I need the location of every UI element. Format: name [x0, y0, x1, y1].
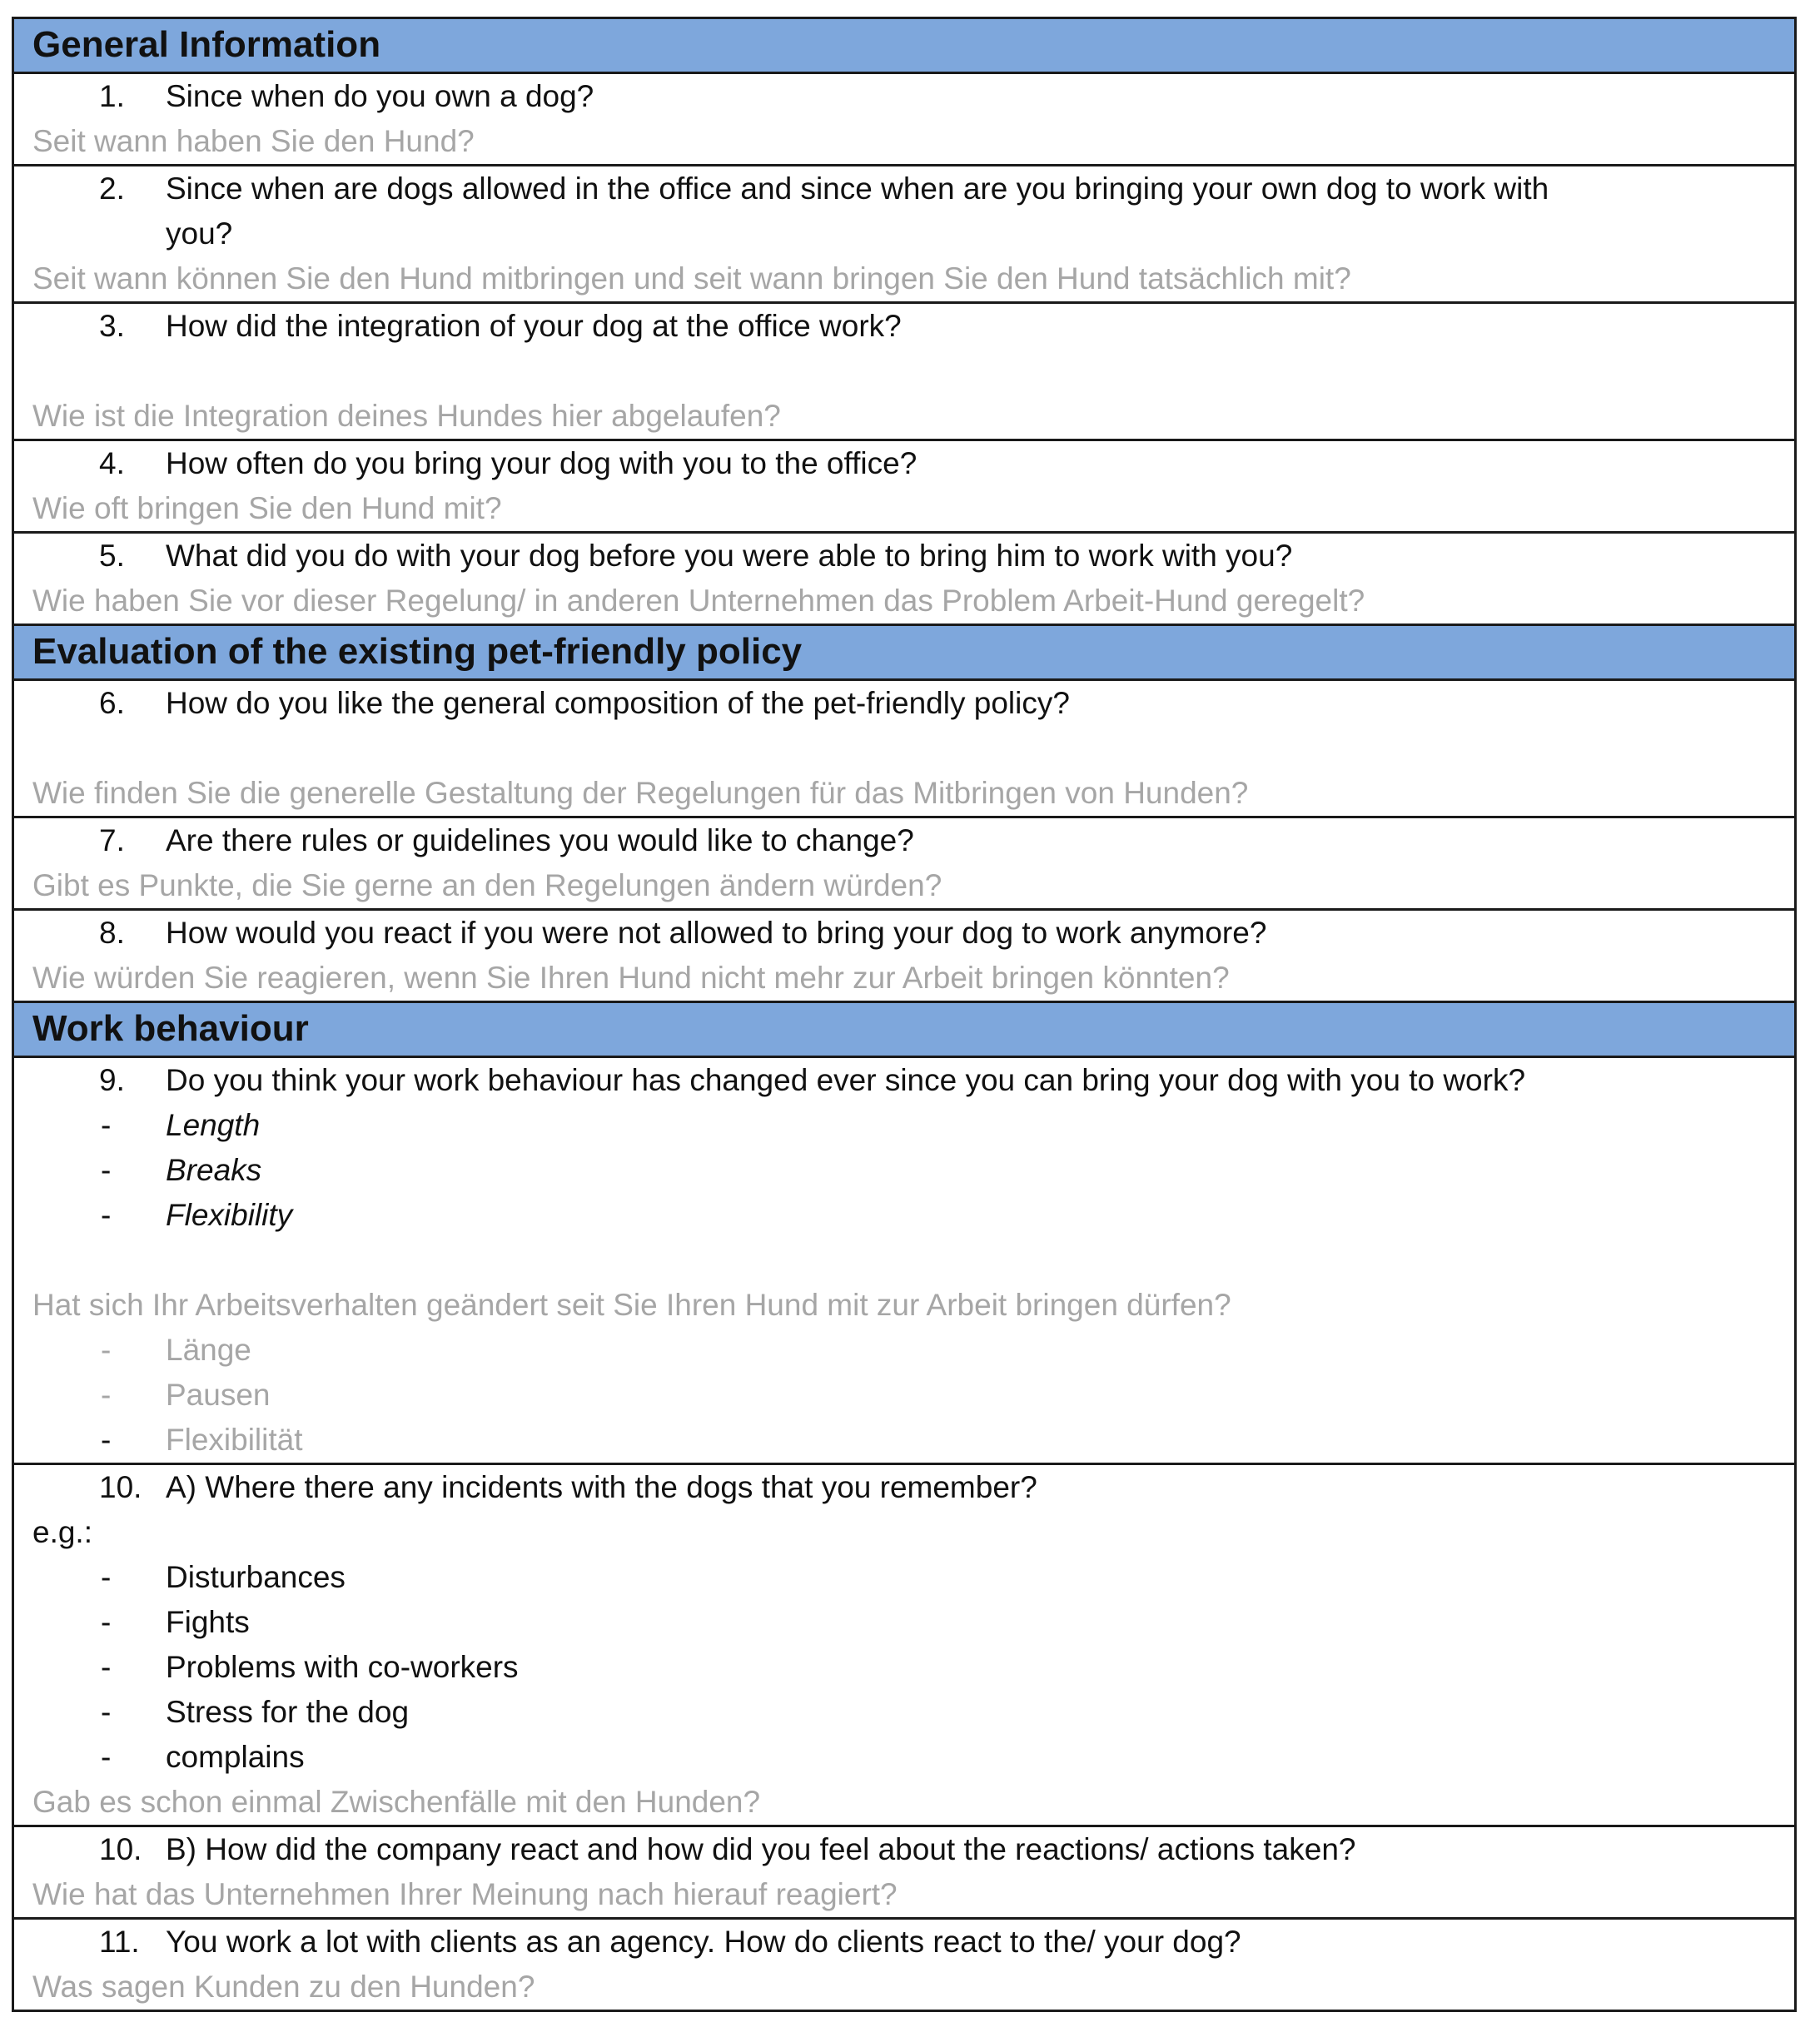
spacer: [14, 349, 1794, 394]
question-row-6: [14, 681, 1794, 818]
question-number: 10.: [99, 1470, 142, 1504]
question-text: How do you like the general composition of the pet-friendly policy?: [166, 686, 1070, 720]
dash-bullet-icon: -: [101, 1153, 112, 1187]
bullet-item-german: - Pausen: [14, 1373, 1794, 1418]
german-translation: Wie oft bringen Sie den Hund mit?: [32, 491, 502, 525]
german-translation: Seit wann können Sie den Hund mitbringen und seit wann bringen Sie den Hund tatsächlich mit?: [32, 261, 1351, 296]
question-row-9: [14, 1058, 1794, 1465]
german-translation: Hat sich Ihr Arbeitsverhalten geändert seit Sie Ihren Hund mit zur Arbeit bringen dürfen?: [32, 1288, 1231, 1322]
bullet-item: - Stress for the dog: [14, 1690, 1794, 1735]
dash-bullet-icon: -: [101, 1423, 112, 1457]
german-translation: Gab es schon einmal Zwischenfälle mit den Hunden?: [32, 1785, 761, 1819]
bullet-item-german: - Flexibilität: [14, 1418, 1794, 1463]
german-translation: Wie ist die Integration deines Hundes hier abgelaufen?: [32, 399, 781, 433]
question-text-continued: you?: [166, 216, 233, 251]
section-header-work-behaviour: Work behaviour: [14, 1003, 1794, 1058]
question-row-3: [14, 304, 1794, 441]
bullet-item: - Problems with co-workers: [14, 1645, 1794, 1690]
question-number: 3.: [99, 309, 125, 343]
dash-bullet-icon: -: [101, 1695, 112, 1729]
question-number: 4.: [99, 446, 125, 480]
dash-bullet-icon: -: [101, 1333, 112, 1367]
example-label: e.g.:: [32, 1515, 92, 1549]
question-text: Are there rules or guidelines you would like to change?: [166, 823, 914, 857]
question-number: 8.: [99, 916, 125, 950]
question-text: Do you think your work behaviour has changed ever since you can bring your dog with you to work?: [166, 1063, 1526, 1097]
dash-bullet-icon: -: [101, 1650, 112, 1684]
question-row-7: [14, 818, 1794, 911]
dash-bullet-icon: -: [101, 1740, 112, 1774]
question-number: 7.: [99, 823, 125, 857]
question-number: 9.: [99, 1063, 125, 1097]
question-text: Since when are dogs allowed in the office and since when are you bringing your own dog to work with: [166, 171, 1549, 206]
dash-bullet-icon: -: [101, 1560, 112, 1594]
german-translation: Seit wann haben Sie den Hund?: [32, 124, 475, 158]
question-text: Since when do you own a dog?: [166, 79, 594, 113]
question-number: 1.: [99, 79, 125, 113]
bullet-item: - Fights: [14, 1600, 1794, 1645]
dash-bullet-icon: -: [101, 1605, 112, 1639]
question-row-10b: [14, 1827, 1794, 1920]
bullet-item: - Flexibility: [14, 1193, 1794, 1238]
question-row-2: [14, 166, 1794, 304]
question-row-4: [14, 441, 1794, 534]
bullet-item-german: - Länge: [14, 1328, 1794, 1373]
question-number: 2.: [99, 171, 125, 206]
dash-bullet-icon: -: [101, 1378, 112, 1412]
question-number: 5.: [99, 539, 125, 573]
question-number: 6.: [99, 686, 125, 720]
german-translation: Wie finden Sie die generelle Gestaltung der Regelungen für das Mitbringen von Hunden?: [32, 776, 1249, 810]
question-text: How would you react if you were not allowed to bring your dog to work anymore?: [166, 916, 1267, 950]
question-text: A) Where there any incidents with the dogs that you remember?: [166, 1470, 1037, 1504]
bullet-item: - Disturbances: [14, 1555, 1794, 1600]
question-text: How did the integration of your dog at the office work?: [166, 309, 902, 343]
bullet-item: - Length: [14, 1103, 1794, 1148]
german-translation: Wie würden Sie reagieren, wenn Sie Ihren Hund nicht mehr zur Arbeit bringen könnten?: [32, 961, 1230, 995]
question-number: 11.: [99, 1925, 140, 1959]
question-row-10a: [14, 1465, 1794, 1827]
question-text: How often do you bring your dog with you to the office?: [166, 446, 917, 480]
question-row-1: [14, 74, 1794, 166]
german-translation: Gibt es Punkte, die Sie gerne an den Regelungen ändern würden?: [32, 868, 942, 902]
question-row-8: [14, 911, 1794, 1003]
section-header-general: General Information: [14, 19, 1794, 74]
dash-bullet-icon: -: [101, 1108, 112, 1142]
german-translation: Wie hat das Unternehmen Ihrer Meinung nach hierauf reagiert?: [32, 1877, 898, 1911]
bullet-item: - complains: [14, 1735, 1794, 1780]
spacer: [14, 726, 1794, 771]
question-text: You work a lot with clients as an agency. How do clients react to the/ your dog?: [166, 1925, 1241, 1959]
question-text: B) How did the company react and how did you feel about the reactions/ actions taken?: [166, 1832, 1356, 1866]
question-row-11: [14, 1920, 1794, 2010]
bullet-item: - Breaks: [14, 1148, 1794, 1193]
spacer: [14, 1238, 1794, 1283]
question-number: 10.: [99, 1832, 142, 1866]
questionnaire-table: [12, 17, 1797, 2012]
german-translation: Wie haben Sie vor dieser Regelung/ in anderen Unternehmen das Problem Arbeit-Hund geregelt?: [32, 584, 1365, 618]
german-translation: Was sagen Kunden zu den Hunden?: [32, 1970, 535, 2004]
question-text: What did you do with your dog before you were able to bring him to work with you?: [166, 539, 1293, 573]
section-header-evaluation: Evaluation of the existing pet-friendly policy: [14, 626, 1794, 681]
question-row-5: [14, 534, 1794, 626]
dash-bullet-icon: -: [101, 1198, 112, 1232]
